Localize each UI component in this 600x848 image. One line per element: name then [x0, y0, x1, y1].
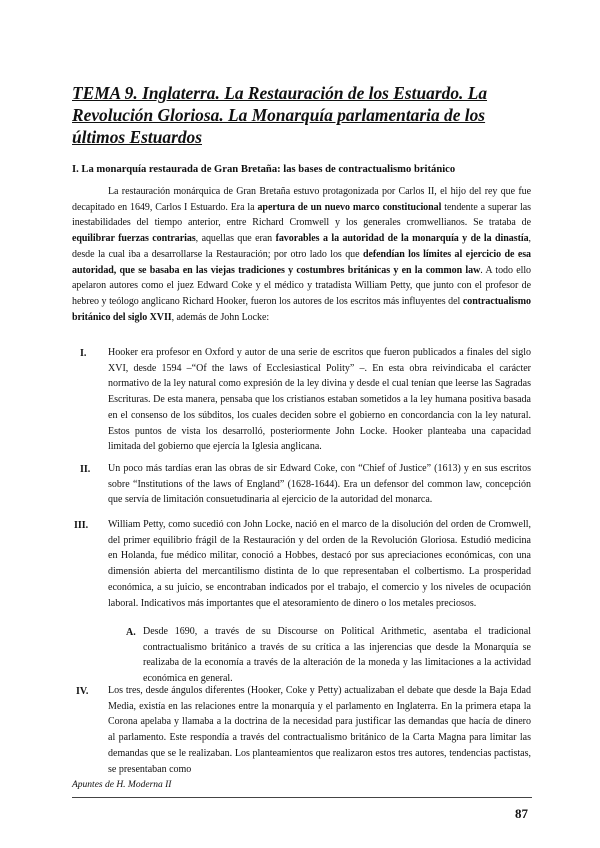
intro-bold-4: defendían los límites al ejercicio de esa autoridad, que se basaba en las viejas tradiciones y costumbres británicas y en la common law — [72, 248, 531, 276]
intro-bold-1: apertura de un nuevo marco constitucional — [257, 201, 442, 213]
sub-item-text: Desde 1690, a través de su Discourse on Political Arithmetic, asentaba el tradicional contractualismo británico a través de su crítica a las injerencias que desde la Monarquía se realizaba de la economía a través de la alteración de la moneda y las limitaciones a la actividad económica en general. — [143, 626, 531, 685]
list-item-number: II. — [80, 464, 91, 475]
intro-text-5: . A todo ello apelaron autores como el juez Edward Coke y el médico y tratadista William Petty, que junto con el profesor de hebreo y teólogo anglicano Richard Hooker, fueron los autores de los escritos más influyentes del — [72, 264, 531, 307]
intro-bold-5: contractualismo británico del siglo XVII — [72, 295, 531, 323]
page-number: 87 — [515, 806, 528, 821]
footer-text: Apuntes de H. Moderna II — [72, 780, 172, 790]
intro-bold-2: equilibrar fuerzas contrarias — [72, 233, 196, 245]
list-item-number: III. — [74, 520, 89, 531]
list-item-text: William Petty, como sucedió con John Locke, nació en el marco de la disolución del orden de Cromwell, del primer equilibrio frágil de la Restauración y del orden de la Revolución Gloriosa. Estudió medicina en Holanda, fue médico militar, conoció a Hobbes, destacó por sus apreciaciones económicas, con una dimensión abierta del mercantilismo distinta de lo que representaban el colbertismo. La prosperidad económica, a su juicio, se encontraban indicados por el trabajo, el comercio y los niveles de ocupación laboral. Indicativos más importantes que el atesoramiento de dinero o los metales preciosos. — [108, 519, 531, 609]
intro-text-4: , desde la cual iba a desarrollarse la Restauración; por otro lado los que — [72, 233, 531, 260]
intro-paragraph — [72, 184, 531, 325]
sub-item-number: A. — [126, 627, 136, 638]
intro-text-2: tendente a superar las inestabilidades del tiempo anterior, entre Richard Cromwell y los generales cromwellianos. Se trataba de — [72, 201, 531, 229]
intro-bold-3: favorables a la autoridad de la monarquía y de la dinastía — [275, 233, 529, 245]
list-item-text: Hooker era profesor en Oxford y autor de una serie de escritos que fueron publicados a finales del siglo XVI, desde 1594 –“Of the laws of Ecclesiastical Polity” –. En esta obra reivindicaba el carácter normativo de la ley natural como expresión de la ley divina y desde el cual tenían que leerse las Sagradas Escrituras. De esta manera, pensaba que los cristianos estaban sometidos a la ley humana positiva basada en el consenso de los súbditos, los cuales deciden sobre el gobierno en concordancia con la ley natural. Estos puntos de vista los desarrolló, posteriormente John Locke. Hooker planteaba una capacidad limitada del gobierno que ejercía la Iglesia anglicana. — [108, 347, 531, 453]
intro-text-1: La restauración monárquica de Gran Bretaña estuvo protagonizada por Carlos II, el hijo del rey que fue decapitado en 1649, Carlos I Estuardo. Era la — [72, 186, 531, 213]
section-heading: I. La monarquía restaurada de Gran Bretaña: las bases de contractualismo británico — [72, 164, 456, 175]
list-item-text: Un poco más tardías eran las obras de sir Edward Coke, con “Chief of Justice” (1613) y en sus escritos sobre “Institutions of the laws of England” (1628-1644). Era un defensor del common law, concepción que servía de limitación consuetudinaria al ejercicio de la autoridad del monarca. — [108, 463, 531, 506]
footer-divider — [72, 797, 532, 798]
intro-text-3: , aquellas que eran — [195, 233, 276, 245]
page-title: TEMA 9. Inglaterra. La Restauración de los Estuardo. La Revolución Gloriosa. La Monarquía parlamentaria de los últimos Estuardos — [72, 83, 488, 147]
list-item-number: IV. — [76, 686, 89, 697]
intro-text-6: , además de John Locke: — [171, 311, 270, 323]
list-item-text: Los tres, desde ángulos diferentes (Hooker, Coke y Petty) actualizaban el debate que desde la Baja Edad Media, existía en las relaciones entre la monarquía y el parlamento en Inglaterra. En la primera etapa la Corona apelaba y llamaba a la doctrina de la necesidad para justificar las demandas que hacía de dinero al parlamento. Este respondía a través del contractualismo británico de la Carta Magna para limitar las demandas que se le realizaban. Los planteamientos que realizaron estos tres autores, tendencias pactistas, se presentaban como — [108, 685, 531, 775]
list-item-number: I. — [80, 348, 87, 359]
